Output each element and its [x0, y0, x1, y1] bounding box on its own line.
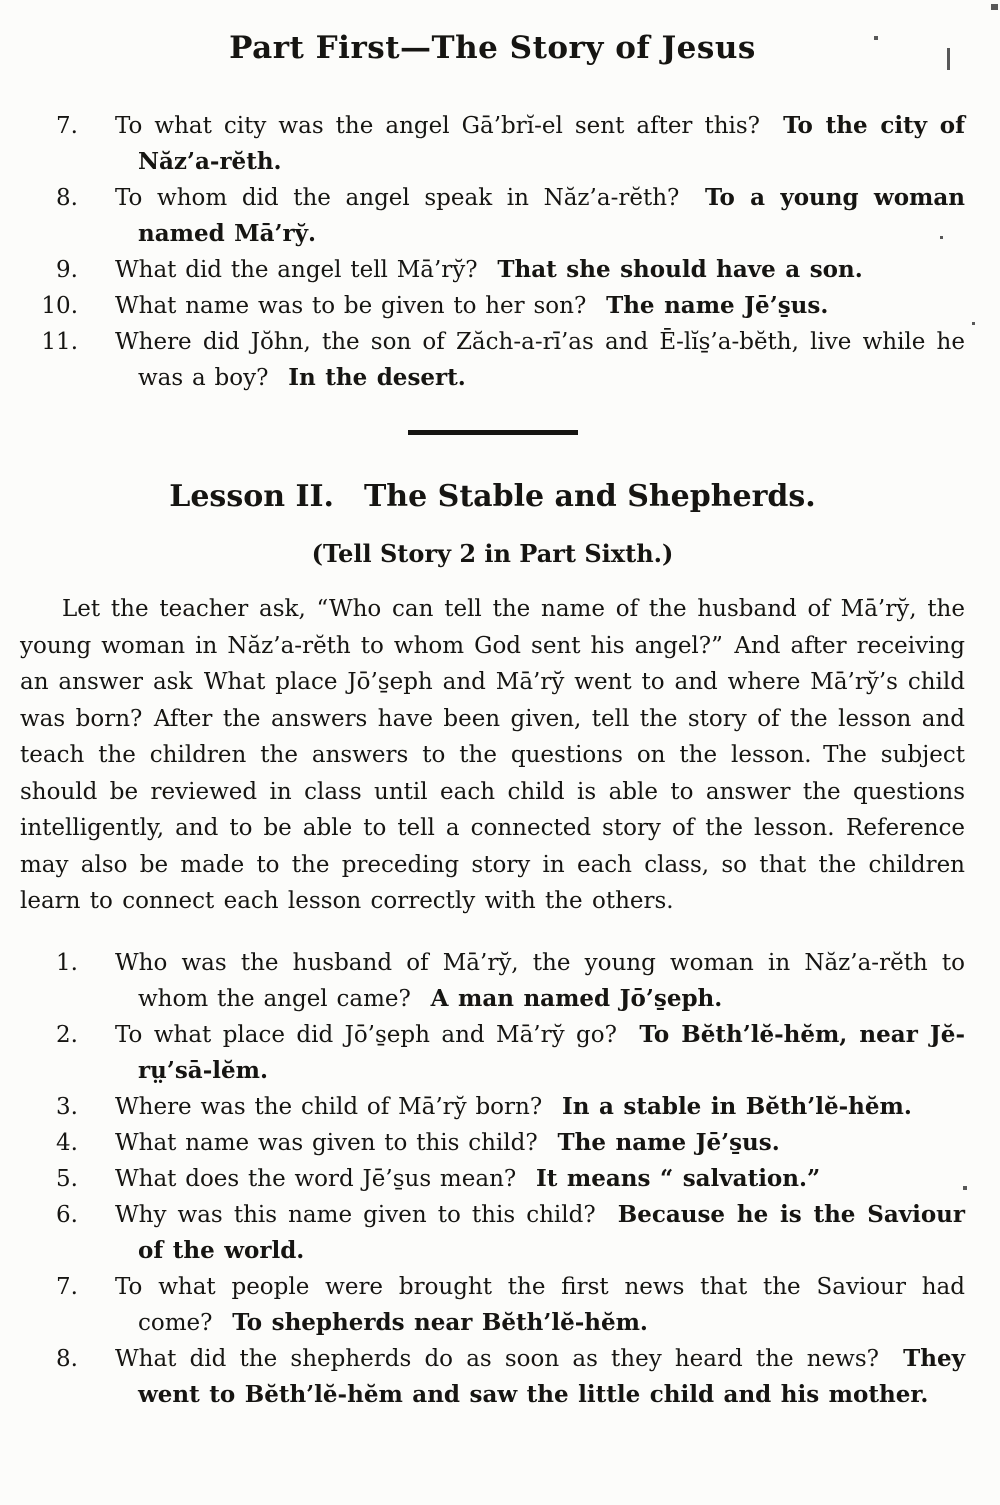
item-number: 10.: [41, 293, 78, 319]
question-text: What name was to be given to her son?: [115, 293, 587, 319]
scan-artifact: [963, 1186, 967, 1190]
qa-item: [20, 1089, 965, 1125]
question-text: What does the word Jē’s̱us mean?: [115, 1165, 517, 1192]
item-number: 7.: [56, 1273, 78, 1300]
scan-artifact: [874, 36, 878, 40]
answer-text: It means “ salvation.”: [536, 1164, 821, 1192]
scan-artifact: [991, 4, 998, 10]
question-text: To what people were brought the first news that the Saviour had come?: [115, 1273, 965, 1336]
answer-text: To a young woman named Mā’ry̆.: [138, 184, 966, 247]
question-text: What name was given to this child?: [115, 1129, 538, 1156]
item-number: 8.: [56, 1345, 78, 1372]
question-text: Where was the child of Mā’ry̆ born?: [115, 1093, 543, 1120]
qa-item: [20, 1341, 965, 1413]
qa-item: [20, 1161, 965, 1197]
scan-artifact: [947, 48, 950, 70]
question-text: Where did Jŏhn, the son of Zăch-a-rī’as and Ē-lĭs̱’a-bĕth, live while he was a boy?: [115, 329, 965, 391]
lesson-subheading: (Tell Story 2 in Part Sixth.): [311, 539, 674, 568]
qa-item: [20, 1269, 965, 1341]
item-number: 1.: [56, 949, 78, 976]
question-text: To what place did Jō’s̱eph and Mā’ry̆ go?: [115, 1021, 617, 1048]
answer-text: In a stable in Bĕth’lĕ-hĕm.: [561, 1092, 912, 1120]
qa-item: [20, 288, 965, 324]
question-text: What did the angel tell Mā’ry̆?: [115, 257, 478, 283]
qa-item: [20, 252, 965, 288]
answer-text: The name Jē’s̱us.: [557, 1128, 780, 1156]
answer-text: The name Jē’s̱us.: [606, 292, 829, 319]
answer-text: To shepherds near Bĕth’lĕ-hĕm.: [232, 1308, 648, 1336]
qa-item: [20, 1125, 965, 1161]
qa-item: [20, 108, 965, 180]
question-list-lesson-2: [20, 945, 965, 1413]
answer-text: To the city of Năz’a-rĕth.: [138, 112, 966, 175]
qa-item: [20, 1197, 965, 1269]
item-number: 8.: [56, 185, 78, 211]
page-title: Part First—The Story of Jesus: [229, 30, 756, 66]
question-text: To whom did the angel speak in Năz’a-rĕth?: [115, 185, 680, 211]
answer-text: To Bĕth’lĕ-hĕm, near Jĕ-rṳ’sā-lĕm.: [138, 1020, 965, 1084]
teacher-instructions-paragraph: Let the teacher ask, “Who can tell the name of the husband of Mā’ry̆, the young woman in Năz’a-rĕth to whom God sent his angel?” And after receiving an answer ask What place Jō’s̱eph and Mā’ry̆ went to and where Mā’ry̆’s child was born? After the answers have been given, tell the story of the lesson and teach the children the answers to the questions on the lesson. The subject should be reviewed in class until each child is able to answer the questions intelligently, and to be able to tell a connected story of the lesson. Reference may also be made to the preceding story in each class, so that the children learn to connect each lesson correctly with the others.: [20, 596, 965, 914]
answer-text: A man named Jō’s̱eph.: [430, 984, 723, 1012]
question-text: What did the shepherds do as soon as they heard the news?: [115, 1345, 879, 1372]
item-number: 5.: [56, 1165, 78, 1192]
question-text: Who was the husband of Mā’ry̆, the young woman in Năz’a-rĕth to whom the angel came?: [115, 949, 965, 1012]
answer-text: In the desert.: [288, 364, 466, 391]
item-number: 9.: [56, 257, 78, 283]
qa-item: [20, 1017, 965, 1089]
item-number: 3.: [56, 1093, 78, 1120]
question-text: Why was this name given to this child?: [115, 1201, 596, 1228]
item-number: 11.: [41, 329, 78, 355]
scan-artifact: [940, 236, 943, 239]
lesson-heading: Lesson II. The Stable and Shepherds.: [169, 479, 816, 514]
item-number: 4.: [56, 1129, 78, 1156]
section-divider: [408, 430, 578, 435]
question-list-previous-lesson: [20, 108, 965, 396]
item-number: 7.: [56, 113, 78, 139]
question-text: To what city was the angel Gā’brĭ-el sent after this?: [115, 113, 761, 139]
qa-item: [20, 180, 965, 252]
item-number: 6.: [56, 1201, 78, 1228]
answer-text: That she should have a son.: [497, 256, 863, 283]
qa-item: [20, 324, 965, 396]
answer-text: Because he is the Saviour of the world.: [138, 1200, 966, 1264]
scan-artifact: [972, 322, 975, 325]
item-number: 2.: [56, 1021, 78, 1048]
answer-text: They went to Bĕth’lĕ-hĕm and saw the little child and his mother.: [138, 1344, 965, 1408]
qa-item: [20, 945, 965, 1017]
